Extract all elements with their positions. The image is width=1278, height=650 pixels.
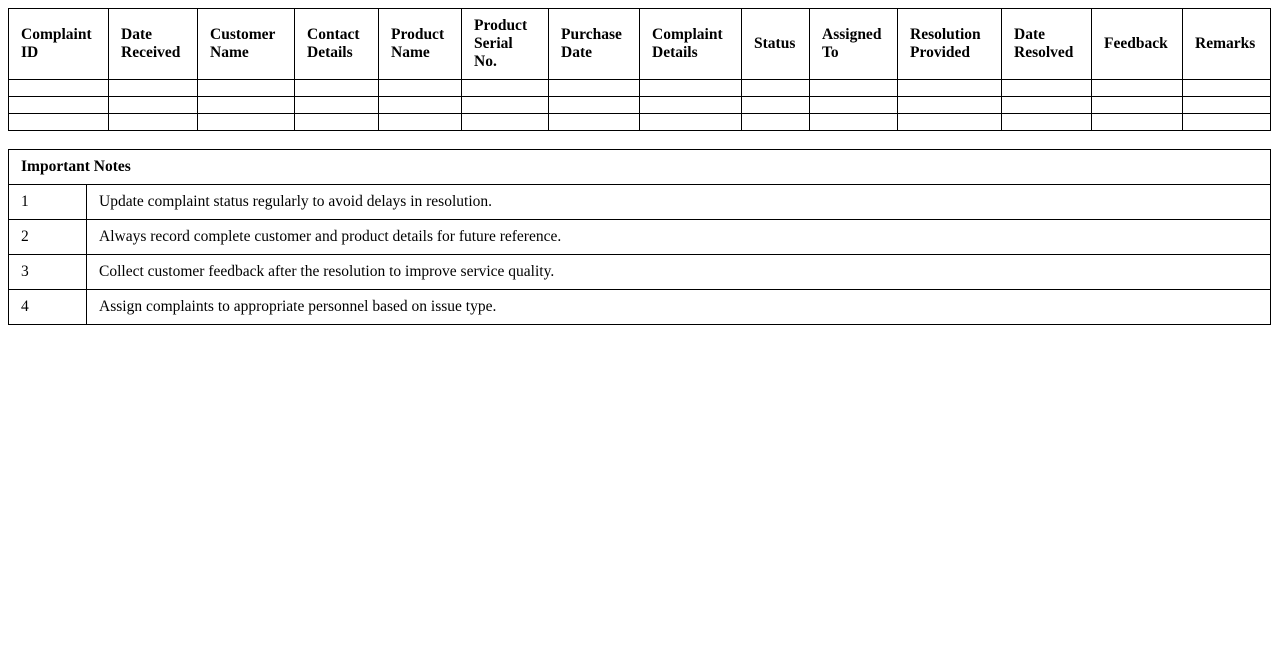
header-product-name: Product Name (379, 9, 462, 80)
table-cell[interactable] (1092, 80, 1183, 97)
header-customer-name: Customer Name (198, 9, 295, 80)
table-cell[interactable] (9, 114, 109, 131)
table-row (9, 114, 1271, 131)
table-cell[interactable] (1183, 80, 1271, 97)
table-cell[interactable] (9, 80, 109, 97)
header-complaint-details: Complaint Details (640, 9, 742, 80)
table-cell[interactable] (898, 114, 1002, 131)
note-text: Assign complaints to appropriate personnel based on issue type. (87, 290, 1271, 325)
note-number: 4 (9, 290, 87, 325)
important-notes-table (8, 149, 1271, 325)
table-cell[interactable] (640, 97, 742, 114)
table-cell[interactable] (1092, 114, 1183, 131)
table-cell[interactable] (549, 114, 640, 131)
table-cell[interactable] (1183, 97, 1271, 114)
header-remarks: Remarks (1183, 9, 1271, 80)
note-text: Update complaint status regularly to avoid delays in resolution. (87, 185, 1271, 220)
header-complaint-id: Complaint ID (9, 9, 109, 80)
table-cell[interactable] (462, 97, 549, 114)
note-text: Always record complete customer and product details for future reference. (87, 220, 1271, 255)
table-cell[interactable] (640, 80, 742, 97)
note-row (9, 220, 1271, 255)
notes-title-row (9, 150, 1271, 185)
header-feedback: Feedback (1092, 9, 1183, 80)
table-cell[interactable] (9, 97, 109, 114)
header-status: Status (742, 9, 810, 80)
table-row (9, 97, 1271, 114)
table-cell[interactable] (109, 80, 198, 97)
header-contact-details: Contact Details (295, 9, 379, 80)
table-cell[interactable] (898, 97, 1002, 114)
table-cell[interactable] (462, 80, 549, 97)
header-product-serial-no: Product Serial No. (462, 9, 549, 80)
header-resolution-provided: Resolution Provided (898, 9, 1002, 80)
note-number: 1 (9, 185, 87, 220)
table-cell[interactable] (1002, 80, 1092, 97)
table-cell[interactable] (742, 80, 810, 97)
table-cell[interactable] (295, 97, 379, 114)
table-cell[interactable] (742, 97, 810, 114)
table-cell[interactable] (109, 97, 198, 114)
note-number: 3 (9, 255, 87, 290)
table-cell[interactable] (379, 97, 462, 114)
table-cell[interactable] (295, 80, 379, 97)
table-cell[interactable] (1002, 114, 1092, 131)
note-row (9, 290, 1271, 325)
table-cell[interactable] (379, 80, 462, 97)
notes-title: Important Notes (9, 150, 1271, 185)
table-cell[interactable] (742, 114, 810, 131)
table-cell[interactable] (109, 114, 198, 131)
table-cell[interactable] (198, 114, 295, 131)
table-cell[interactable] (810, 97, 898, 114)
table-cell[interactable] (295, 114, 379, 131)
note-row (9, 185, 1271, 220)
note-row (9, 255, 1271, 290)
table-cell[interactable] (640, 114, 742, 131)
table-cell[interactable] (462, 114, 549, 131)
table-cell[interactable] (810, 80, 898, 97)
table-cell[interactable] (1092, 97, 1183, 114)
table-cell[interactable] (549, 97, 640, 114)
table-cell[interactable] (549, 80, 640, 97)
header-date-received: Date Received (109, 9, 198, 80)
table-cell[interactable] (1002, 97, 1092, 114)
header-row (9, 9, 1271, 80)
header-assigned-to: Assigned To (810, 9, 898, 80)
table-cell[interactable] (810, 114, 898, 131)
header-date-resolved: Date Resolved (1002, 9, 1092, 80)
note-number: 2 (9, 220, 87, 255)
table-cell[interactable] (1183, 114, 1271, 131)
table-row (9, 80, 1271, 97)
table-cell[interactable] (379, 114, 462, 131)
table-cell[interactable] (898, 80, 1002, 97)
header-purchase-date: Purchase Date (549, 9, 640, 80)
complaint-log-table (8, 8, 1271, 131)
table-cell[interactable] (198, 97, 295, 114)
note-text: Collect customer feedback after the resolution to improve service quality. (87, 255, 1271, 290)
table-cell[interactable] (198, 80, 295, 97)
